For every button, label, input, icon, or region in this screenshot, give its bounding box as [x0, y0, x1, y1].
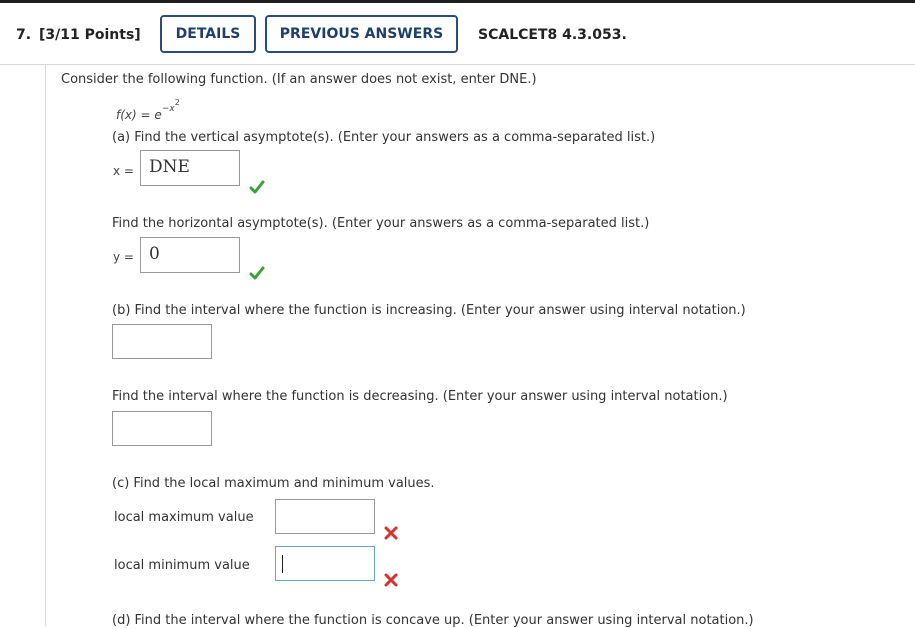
horizontal-var-label: y = [113, 250, 134, 264]
question-header [0, 3, 915, 65]
question-points: [3/11 Points] [39, 27, 141, 43]
incorrect-x-icon [384, 573, 398, 587]
function-equals: = [140, 108, 151, 122]
increasing-interval-input[interactable] [112, 324, 212, 359]
correct-check-icon [249, 179, 265, 195]
prompt-text: Consider the following function. (If an answer does not exist, enter DNE.) [61, 72, 537, 87]
horizontal-asymptote-prompt: Find the horizontal asymptote(s). (Enter your answers as a comma-separated list.) [112, 216, 650, 231]
local-min-label: local minimum value [114, 558, 250, 573]
horizontal-asymptote-input[interactable]: 0 [140, 237, 240, 273]
text-cursor [282, 555, 283, 573]
local-max-input[interactable] [275, 499, 375, 534]
function-exponent: −x2 [161, 98, 180, 114]
vertical-asymptote-input[interactable]: DNE [140, 150, 240, 186]
problem-code: SCALCET8 4.3.053. [478, 27, 627, 43]
incorrect-x-icon [384, 526, 398, 540]
function-definition [116, 98, 180, 122]
decreasing-interval-input[interactable] [112, 411, 212, 446]
correct-check-icon [249, 265, 265, 281]
function-base: e [154, 108, 162, 122]
content-left-rule [45, 65, 46, 626]
vertical-var-label: x = [113, 164, 134, 178]
decreasing-prompt: Find the interval where the function is decreasing. (Enter your answer using interval notation.) [112, 389, 728, 404]
question-number: 7. [16, 27, 32, 43]
previous-answers-button[interactable]: PREVIOUS ANSWERS [265, 15, 458, 53]
increasing-prompt: (b) Find the interval where the function is increasing. (Enter your answer using interval notation.) [112, 303, 746, 318]
local-max-label: local maximum value [114, 510, 254, 525]
vertical-asymptote-prompt: (a) Find the vertical asymptote(s). (Enter your answers as a comma-separated list.) [112, 130, 656, 145]
function-lhs: f(x) [116, 108, 137, 122]
local-extrema-prompt: (c) Find the local maximum and minimum values. [112, 476, 435, 491]
local-min-input[interactable] [275, 546, 375, 581]
concave-up-prompt: (d) Find the interval where the function is concave up. (Enter your answer using interval notation.) [112, 613, 754, 628]
details-button[interactable]: DETAILS [160, 15, 256, 53]
